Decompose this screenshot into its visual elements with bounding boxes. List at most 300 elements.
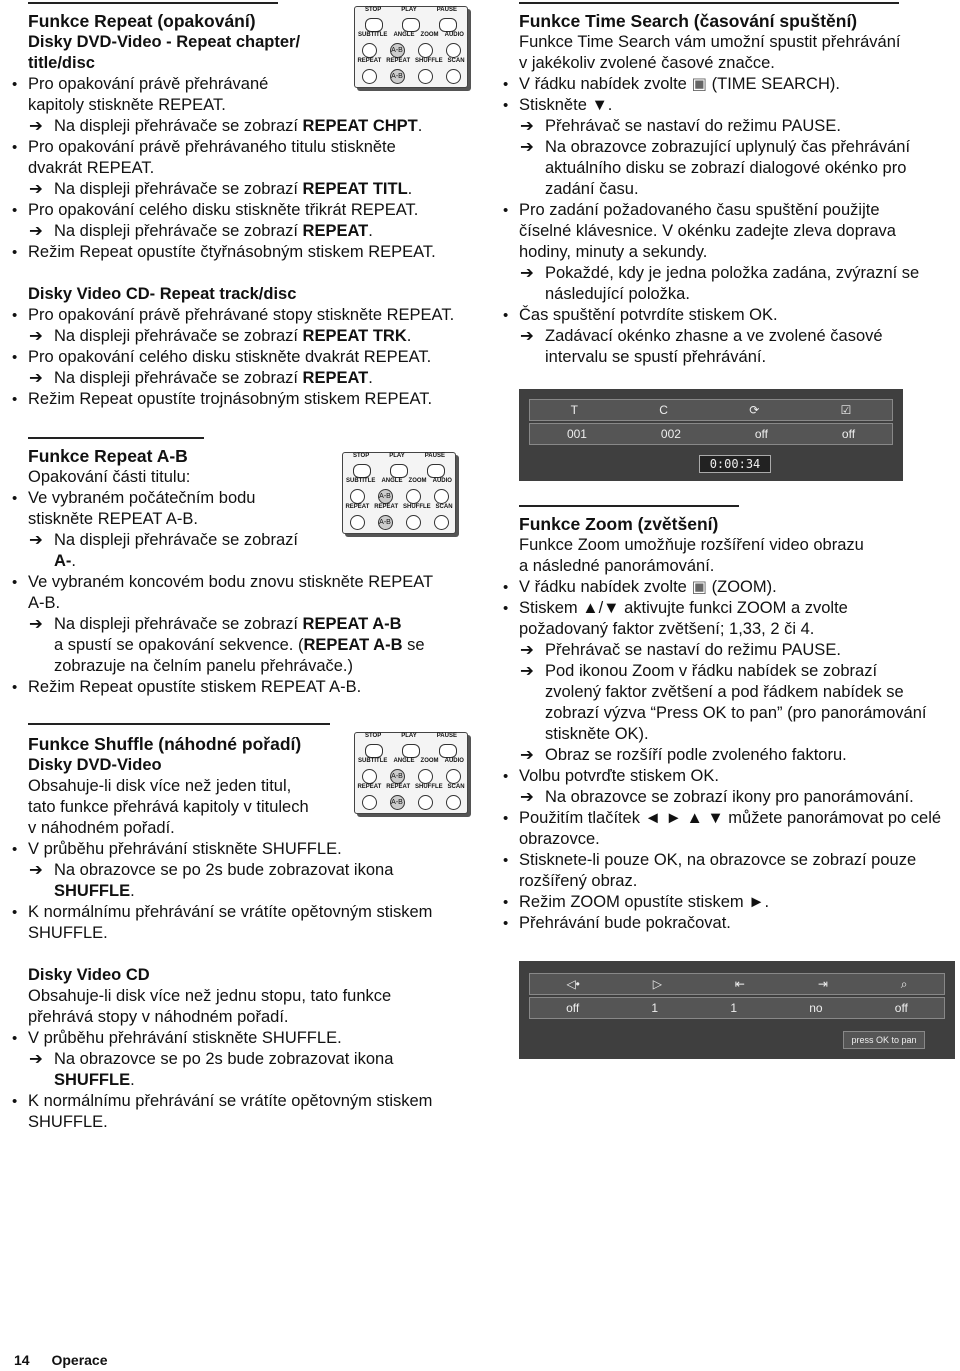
remote-labels bbox=[355, 733, 467, 740]
item-text: a spustí se opakování sekvence. ( bbox=[54, 636, 304, 654]
menu-icon: ▣ bbox=[691, 578, 708, 596]
item-text: Na displeji přehrávače se zobrazí bbox=[54, 180, 303, 198]
list-item bbox=[505, 74, 957, 95]
list-item bbox=[14, 572, 476, 593]
remote-label: PAUSE bbox=[436, 7, 457, 13]
item-text: zobrazí výzva “Press OK to pan” (pro panorámování bbox=[545, 704, 927, 722]
shuffle-intro-2: tato funkce přehrává kapitoly v titulech bbox=[28, 798, 309, 816]
remote-label: PLAY bbox=[401, 733, 417, 739]
remote-button: A-B bbox=[378, 489, 393, 504]
remote-button-row bbox=[343, 489, 455, 504]
zoom-intro-1: Funkce Zoom umožňuje rozšíření video obrazu bbox=[519, 536, 864, 554]
result-line bbox=[14, 656, 476, 677]
list-item bbox=[505, 850, 957, 871]
remote-label: SCAN bbox=[435, 504, 453, 510]
remote-button bbox=[362, 43, 377, 58]
remote-button bbox=[362, 795, 377, 810]
repeat-subtitle-1: Disky DVD-Video - Repeat chapter/ bbox=[28, 33, 301, 51]
remote-button bbox=[418, 795, 433, 810]
item-tail: . bbox=[71, 552, 77, 570]
item-text: následující položka. bbox=[545, 285, 690, 303]
shuffle-vcd-intro-2: přehrává stopy v náhodném pořadí. bbox=[28, 1008, 289, 1026]
result-line bbox=[14, 221, 476, 242]
remote-label: AUDIO bbox=[444, 32, 464, 38]
osd-label: ☑ bbox=[840, 402, 852, 417]
ab-title: Funkce Repeat A-B bbox=[28, 446, 188, 466]
item-bold: SHUFFLE bbox=[54, 1071, 131, 1089]
result-line bbox=[14, 368, 476, 389]
remote-button bbox=[427, 464, 445, 478]
remote-button bbox=[434, 515, 449, 530]
remote-label: SHUFFLE bbox=[403, 504, 431, 510]
list-item bbox=[14, 95, 476, 116]
item-text: Stiskněte ▼. bbox=[519, 96, 613, 114]
item-bold: REPEAT bbox=[302, 222, 369, 240]
remote-label: STOP bbox=[353, 453, 370, 459]
result-line bbox=[14, 326, 476, 347]
shuffle-title: Funkce Shuffle (náhodné pořadí) bbox=[28, 734, 302, 754]
list-item bbox=[505, 577, 957, 598]
remote-button bbox=[365, 744, 383, 758]
osd-value: off bbox=[841, 426, 856, 441]
zoom-osd bbox=[519, 961, 955, 1059]
remote-label: PAUSE bbox=[436, 733, 457, 739]
item-tail: . bbox=[417, 117, 423, 135]
item-text: Použitím tlačítek ◄ ► ▲ ▼ můžete panorámovat po celé bbox=[519, 809, 942, 827]
remote-label: ZOOM bbox=[420, 758, 439, 764]
osd-label: ⇥ bbox=[817, 976, 828, 991]
item-text: SHUFFLE. bbox=[28, 1113, 108, 1131]
remote-label: ZOOM bbox=[420, 32, 439, 38]
item-text: kapitoly stiskněte REPEAT. bbox=[28, 96, 226, 114]
remote-button: A-B bbox=[390, 43, 405, 58]
result-line bbox=[505, 745, 957, 766]
time-intro-2: v jakékoliv zvolené časové značce. bbox=[519, 54, 775, 72]
remote-label: ZOOM bbox=[408, 478, 427, 484]
remote-label: REPEAT bbox=[357, 784, 382, 790]
osd-value-row bbox=[529, 997, 945, 1019]
item-text: Pro opakování právě přehrávaného titulu stiskněte bbox=[28, 138, 396, 156]
item-text: požadovaný faktor zvětšení; 1,33, 2 či 4. bbox=[519, 620, 815, 638]
remote-button bbox=[350, 515, 365, 530]
item-text: stiskněte REPEAT A-B. bbox=[28, 510, 198, 528]
list-item bbox=[505, 619, 957, 640]
remote-label: AUDIO bbox=[444, 758, 464, 764]
remote-label: SCAN bbox=[447, 784, 465, 790]
result-line bbox=[14, 551, 476, 572]
result-line bbox=[14, 1049, 476, 1091]
arrow-icon: ➔ bbox=[520, 746, 534, 764]
item-text: Na obrazovce zobrazující uplynulý čas přehrávání bbox=[545, 138, 911, 156]
section-zoom bbox=[505, 505, 957, 934]
result-line bbox=[14, 179, 476, 200]
result-line bbox=[505, 263, 957, 284]
repeat-list bbox=[14, 74, 476, 263]
osd-pan-box: press OK to pan bbox=[843, 1031, 925, 1049]
item-bold: A- bbox=[54, 552, 72, 570]
remote-button bbox=[446, 769, 461, 784]
remote-button-row bbox=[343, 515, 455, 530]
remote-button-row bbox=[355, 18, 467, 32]
item-text: dvakrát REPEAT. bbox=[28, 159, 155, 177]
repeat-title: Funkce Repeat (opakování) bbox=[28, 11, 256, 31]
remote-button bbox=[353, 464, 371, 478]
list-item bbox=[14, 389, 476, 410]
item-text: stiskněte OK). bbox=[545, 725, 649, 743]
list-item bbox=[505, 305, 957, 326]
arrow-icon: ➔ bbox=[29, 180, 43, 198]
shuffle-vcd-intro-1: Obsahuje-li disk více než jednu stopu, tato funkce bbox=[28, 987, 392, 1005]
remote-label: REPEAT bbox=[386, 784, 411, 790]
list-item bbox=[505, 242, 957, 263]
arrow-icon: ➔ bbox=[520, 264, 534, 282]
result-line bbox=[505, 158, 957, 179]
item-text: Režim Repeat opustíte stiskem REPEAT A-B. bbox=[28, 678, 362, 696]
item-text: K normálnímu přehrávání se vrátíte opětovným stiskem bbox=[28, 903, 433, 921]
remote-label: PLAY bbox=[389, 453, 405, 459]
remote-label: SUBTITLE bbox=[358, 758, 388, 764]
arrow-icon: ➔ bbox=[29, 369, 43, 387]
item-text: Režim Repeat opustíte čtyřnásobným stiskem REPEAT. bbox=[28, 243, 436, 261]
list-item bbox=[14, 137, 476, 158]
item-text: V průběhu přehrávání stiskněte SHUFFLE. bbox=[28, 840, 342, 858]
item-text: K normálnímu přehrávání se vrátíte opětovným stiskem bbox=[28, 1092, 433, 1110]
section-rule bbox=[519, 505, 739, 507]
item-text: Pro opakování celého disku stiskněte třikrát REPEAT. bbox=[28, 201, 419, 219]
list-item bbox=[505, 95, 957, 116]
item-text: zvolený faktor zvětšení a pod řádkem nabídek se bbox=[545, 683, 904, 701]
shuffle-vcd-list bbox=[14, 1028, 476, 1133]
result-line bbox=[505, 703, 957, 724]
item-tail: . bbox=[406, 327, 412, 345]
item-text: obrazovce. bbox=[519, 830, 600, 848]
list-item bbox=[14, 200, 476, 221]
arrow-icon: ➔ bbox=[520, 788, 534, 806]
shuffle-subtitle: Disky DVD-Video bbox=[28, 756, 162, 774]
item-text: Na obrazovce se po 2s bude zobrazovat ikona bbox=[54, 1050, 394, 1068]
item-tail: . bbox=[130, 1071, 135, 1089]
remote-button-row bbox=[355, 43, 467, 58]
remote-button bbox=[406, 515, 421, 530]
item-tail: (ZOOM). bbox=[707, 578, 777, 596]
section-time-search bbox=[505, 2, 957, 368]
item-text: V řádku nabídek zvolte bbox=[519, 578, 692, 596]
item-text: Obraz se rozšíří podle zvoleného faktoru. bbox=[545, 746, 847, 764]
remote-labels bbox=[343, 478, 455, 485]
remote-button bbox=[446, 69, 461, 84]
item-tail: . bbox=[368, 222, 373, 240]
item-text: Na displeji přehrávače se zobrazí bbox=[54, 531, 298, 549]
list-item bbox=[505, 200, 957, 221]
remote-button bbox=[439, 744, 457, 758]
item-text: zobrazuje na čelním panelu přehrávače.) bbox=[54, 657, 354, 675]
item-tail: . bbox=[368, 369, 373, 387]
item-text: Stiskem ▲/▼ aktivujte funkci ZOOM a zvolte bbox=[519, 599, 848, 617]
shuffle-intro-3: v náhodném pořadí. bbox=[28, 819, 175, 837]
list-item bbox=[505, 766, 957, 787]
remote-label: SCAN bbox=[447, 58, 465, 64]
item-text: Na displeji přehrávače se zobrazí bbox=[54, 369, 303, 387]
remote-button bbox=[350, 489, 365, 504]
remote-label: REPEAT bbox=[345, 504, 370, 510]
remote-label: SHUFFLE bbox=[415, 58, 443, 64]
time-title: Funkce Time Search (časování spuštění) bbox=[519, 11, 858, 31]
osd-value: 002 bbox=[660, 426, 681, 441]
section-rule bbox=[519, 2, 899, 4]
osd-label: ⟳ bbox=[749, 402, 760, 417]
time-intro-1: Funkce Time Search vám umožní spustit přehrávání bbox=[519, 33, 901, 51]
list-item bbox=[505, 808, 957, 829]
list-item bbox=[505, 598, 957, 619]
item-text: Ve vybraném koncovém bodu znovu stiskněte REPEAT bbox=[28, 573, 434, 591]
result-line bbox=[505, 326, 957, 347]
list-item bbox=[505, 913, 957, 934]
result-line bbox=[14, 635, 476, 656]
item-text: hodiny, minuty a sekundy. bbox=[519, 243, 708, 261]
arrow-icon: ➔ bbox=[29, 222, 43, 240]
item-text: Přehrávač se nastaví do režimu PAUSE. bbox=[545, 641, 841, 659]
result-line bbox=[505, 724, 957, 745]
item-text: SHUFFLE. bbox=[28, 924, 108, 942]
remote-button: A-B bbox=[390, 69, 405, 84]
item-text: Pro zadání požadovaného času spuštění použijte bbox=[519, 201, 880, 219]
item-text: Pro opakování právě přehrávané stopy stiskněte REPEAT. bbox=[28, 306, 455, 324]
time-list bbox=[505, 74, 957, 368]
item-text: aktuálního disku se zobrazí dialogové okénko pro bbox=[545, 159, 907, 177]
item-bold: SHUFFLE bbox=[54, 882, 131, 900]
page-number: 14 bbox=[14, 1352, 30, 1368]
item-text: A-B. bbox=[28, 594, 61, 612]
remote-labels bbox=[343, 504, 455, 511]
item-bold: REPEAT bbox=[302, 369, 369, 387]
item-text: Pro opakování právě přehrávané bbox=[28, 75, 269, 93]
remote-labels bbox=[355, 58, 467, 65]
item-text: Na obrazovce se po 2s bude zobrazovat ikona bbox=[54, 861, 394, 879]
list-item bbox=[14, 1028, 476, 1049]
osd-value: off bbox=[566, 1000, 580, 1015]
remote-label: STOP bbox=[365, 7, 382, 13]
item-tail: . bbox=[130, 882, 135, 900]
osd-label-row bbox=[529, 973, 945, 995]
item-text: Ve vybraném počátečním bodu bbox=[28, 489, 256, 507]
remote-button bbox=[365, 18, 383, 32]
item-tail: . bbox=[407, 180, 413, 198]
list-item bbox=[505, 871, 957, 892]
result-line bbox=[505, 640, 957, 661]
remote-button bbox=[362, 769, 377, 784]
arrow-icon: ➔ bbox=[520, 138, 534, 156]
item-text: Režim Repeat opustíte trojnásobným stiskem REPEAT. bbox=[28, 390, 433, 408]
arrow-icon: ➔ bbox=[29, 531, 43, 549]
remote-button: A-B bbox=[390, 795, 405, 810]
list-item bbox=[14, 839, 476, 860]
item-text: intervalu se spustí přehrávání. bbox=[545, 348, 767, 366]
osd-label: ⌕ bbox=[900, 976, 908, 991]
ab-intro: Opakování části titulu: bbox=[28, 468, 191, 486]
arrow-icon: ➔ bbox=[520, 641, 534, 659]
zoom-intro-2: a následné panorámování. bbox=[519, 557, 715, 575]
list-item bbox=[14, 1091, 476, 1112]
section-name: Operace bbox=[51, 1352, 108, 1368]
osd-label: T bbox=[570, 402, 578, 417]
time-search-osd bbox=[519, 389, 903, 481]
remote-label: SHUFFLE bbox=[415, 784, 443, 790]
osd-label-row bbox=[529, 399, 893, 421]
arrow-icon: ➔ bbox=[29, 615, 43, 633]
remote-illustration bbox=[354, 6, 468, 88]
remote-label: PLAY bbox=[401, 7, 417, 13]
zoom-title: Funkce Zoom (zvětšení) bbox=[519, 514, 719, 534]
list-item bbox=[14, 242, 476, 263]
osd-value: 1 bbox=[651, 1000, 659, 1015]
remote-label: REPEAT bbox=[386, 58, 411, 64]
remote-label: AUDIO bbox=[432, 478, 452, 484]
item-text: rozšířený obraz. bbox=[519, 872, 638, 890]
list-item bbox=[505, 829, 957, 850]
remote-button bbox=[418, 69, 433, 84]
remote-labels bbox=[343, 453, 455, 460]
result-line bbox=[505, 661, 957, 682]
remote-button-row bbox=[355, 795, 467, 810]
list-item bbox=[505, 221, 957, 242]
remote-label: ANGLE bbox=[393, 758, 415, 764]
repeat-subtitle-2: title/disc bbox=[28, 54, 95, 72]
menu-icon: ▣ bbox=[691, 75, 708, 93]
osd-value: 001 bbox=[566, 426, 587, 441]
item-text: zadání času. bbox=[545, 180, 639, 198]
remote-button-row bbox=[343, 464, 455, 478]
page-footer bbox=[14, 1350, 108, 1371]
shuffle-intro-1: Obsahuje-li disk více než jeden titul, bbox=[28, 777, 292, 795]
remote-label: REPEAT bbox=[357, 58, 382, 64]
remote-button: A-B bbox=[390, 769, 405, 784]
remote-labels bbox=[355, 784, 467, 791]
osd-label: ▷ bbox=[652, 976, 662, 991]
repeat-vcd-title: Disky Video CD- Repeat track/disc bbox=[28, 285, 297, 303]
item-tail: (TIME SEARCH). bbox=[707, 75, 840, 93]
section-rule bbox=[28, 2, 278, 4]
arrow-icon: ➔ bbox=[29, 327, 43, 345]
list-item bbox=[14, 593, 476, 614]
remote-illustration bbox=[342, 452, 456, 534]
item-text: Na displeji přehrávače se zobrazí bbox=[54, 222, 303, 240]
shuffle-vcd-title: Disky Video CD bbox=[28, 966, 150, 984]
item-bold: REPEAT CHPT bbox=[302, 117, 418, 135]
list-item bbox=[505, 892, 957, 913]
remote-label: REPEAT bbox=[374, 504, 399, 510]
remote-button-row bbox=[355, 69, 467, 84]
list-item bbox=[14, 305, 476, 326]
remote-illustration bbox=[354, 732, 468, 814]
osd-value: 1 bbox=[730, 1000, 737, 1015]
remote-label: SUBTITLE bbox=[358, 32, 388, 38]
osd-value: off bbox=[754, 426, 768, 441]
section-rule bbox=[28, 437, 204, 439]
item-text: Zadávací okénko zhasne a ve zvolené časové bbox=[545, 327, 883, 345]
remote-button-row bbox=[355, 744, 467, 758]
arrow-icon: ➔ bbox=[520, 327, 534, 345]
remote-button bbox=[446, 795, 461, 810]
item-text: Čas spuštění potvrdíte stiskem OK. bbox=[519, 306, 778, 324]
remote-button bbox=[446, 43, 461, 58]
item-text: Na displeji přehrávače se zobrazí bbox=[54, 615, 303, 633]
result-line bbox=[505, 787, 957, 808]
arrow-icon: ➔ bbox=[520, 117, 534, 135]
osd-label: ◁• bbox=[566, 976, 580, 991]
list-item bbox=[14, 1112, 476, 1133]
item-text: Pokaždé, kdy je jedna položka zadána, zvýrazní se bbox=[545, 264, 920, 282]
section-rule bbox=[28, 723, 330, 725]
item-text: Na displeji přehrávače se zobrazí bbox=[54, 327, 303, 345]
remote-button bbox=[390, 464, 408, 478]
item-bold: REPEAT A-B bbox=[303, 636, 403, 654]
item-text: V řádku nabídek zvolte bbox=[519, 75, 692, 93]
list-item bbox=[14, 347, 476, 368]
arrow-icon: ➔ bbox=[29, 117, 43, 135]
result-line bbox=[505, 284, 957, 305]
remote-label: STOP bbox=[365, 733, 382, 739]
remote-button bbox=[402, 744, 420, 758]
item-text: Pod ikonou Zoom v řádku nabídek se zobrazí bbox=[545, 662, 878, 680]
remote-button bbox=[406, 489, 421, 504]
arrow-icon: ➔ bbox=[29, 861, 43, 879]
result-line bbox=[14, 116, 476, 137]
item-bold: REPEAT A-B bbox=[302, 615, 402, 633]
result-line bbox=[505, 179, 957, 200]
item-text: Pro opakování celého disku stiskněte dvakrát REPEAT. bbox=[28, 348, 432, 366]
item-text: Stisknete-li pouze OK, na obrazovce se zobrazí pouze bbox=[519, 851, 917, 869]
osd-label: ⇤ bbox=[734, 976, 745, 991]
item-text: Volbu potvrďte stiskem OK. bbox=[519, 767, 719, 785]
osd-value-row bbox=[529, 423, 893, 445]
repeat-vcd-list bbox=[14, 305, 476, 410]
remote-label: ANGLE bbox=[381, 478, 403, 484]
item-text: číselné klávesnice. V okénku zadejte zleva doprava bbox=[519, 222, 896, 240]
osd-time-box: 0:00:34 bbox=[699, 455, 771, 473]
result-line bbox=[14, 614, 476, 635]
item-text: Na displeji přehrávače se zobrazí bbox=[54, 117, 303, 135]
item-bold: REPEAT TITL bbox=[302, 180, 408, 198]
osd-value: off bbox=[894, 1000, 908, 1015]
remote-button bbox=[439, 18, 457, 32]
osd-label: C bbox=[659, 402, 668, 417]
result-line bbox=[505, 137, 957, 158]
remote-label: ANGLE bbox=[393, 32, 415, 38]
list-item bbox=[14, 158, 476, 179]
remote-button bbox=[418, 43, 433, 58]
item-tail: se bbox=[402, 636, 425, 654]
remote-button: A-B bbox=[378, 515, 393, 530]
list-item bbox=[14, 677, 476, 698]
remote-labels bbox=[355, 7, 467, 14]
arrow-icon: ➔ bbox=[29, 1050, 43, 1068]
result-line bbox=[505, 347, 957, 368]
zoom-list bbox=[505, 577, 957, 934]
remote-button bbox=[402, 18, 420, 32]
item-bold: REPEAT TRK bbox=[302, 327, 407, 345]
arrow-icon: ➔ bbox=[520, 662, 534, 680]
remote-labels bbox=[355, 32, 467, 39]
remote-label: SUBTITLE bbox=[346, 478, 376, 484]
shuffle-list bbox=[14, 839, 476, 944]
item-text: Přehrávač se nastaví do režimu PAUSE. bbox=[545, 117, 841, 135]
remote-button-row bbox=[355, 769, 467, 784]
remote-button bbox=[362, 69, 377, 84]
osd-value: no bbox=[809, 1000, 823, 1015]
list-item bbox=[14, 902, 476, 923]
remote-button bbox=[418, 769, 433, 784]
list-item bbox=[14, 923, 476, 944]
